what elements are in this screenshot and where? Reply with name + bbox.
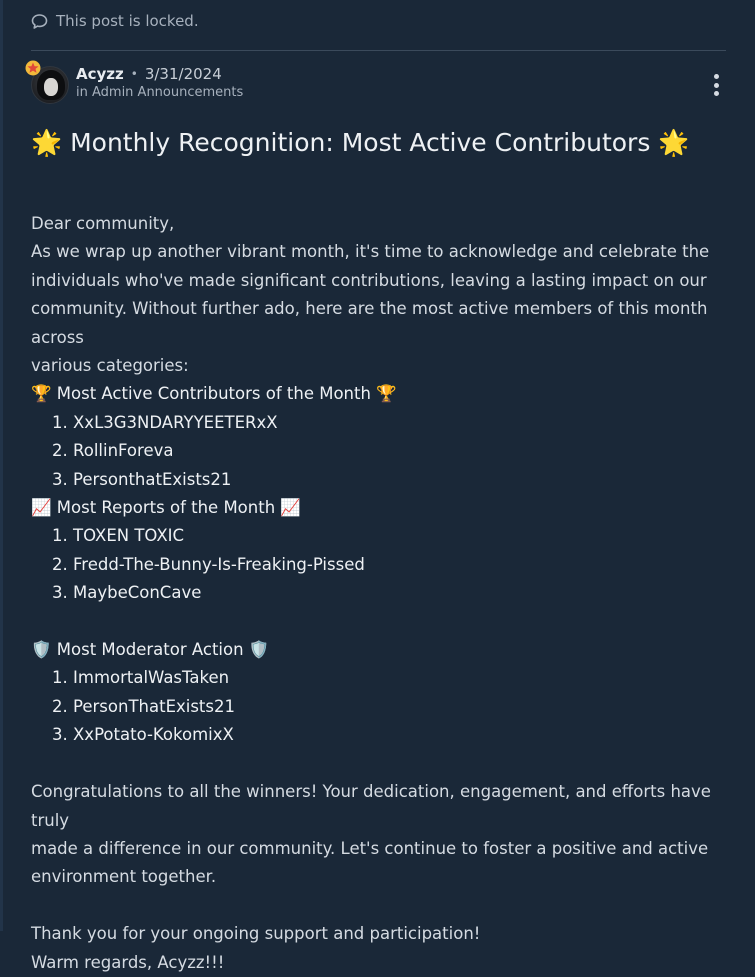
- author-line: [76, 65, 222, 83]
- list-item: 1. TOXEN TOXIC: [73, 522, 731, 550]
- divider: [31, 50, 726, 51]
- section-heading: 🛡️ Most Moderator Action 🛡️: [31, 640, 270, 660]
- list-item: 1. ImmortalWasTaken: [73, 664, 731, 692]
- post-title: 🌟 Monthly Recognition: Most Active Contributors 🌟: [31, 128, 690, 157]
- section-heading: 📈 Most Reports of the Month 📈: [31, 498, 301, 518]
- ranking-list: [31, 664, 731, 749]
- author-separator: •: [130, 67, 138, 81]
- signoff-line: Warm regards, Acyzz!!!: [31, 952, 225, 972]
- thanks-line: Thank you for your ongoing support and participation!: [31, 924, 481, 944]
- intro-line: community. Without further ado, here are the most active members of this month across: [31, 299, 708, 347]
- speech-bubble-icon: [31, 13, 48, 30]
- list-item: 2. PersonThatExists21: [73, 693, 731, 721]
- post-header: [31, 60, 726, 110]
- greeting: Dear community,: [31, 214, 175, 233]
- congrats-line: made a difference in our community. Let's continue to foster a positive and active: [31, 838, 709, 858]
- list-item: 2. RollinForeva: [73, 437, 731, 465]
- intro-line: As we wrap up another vibrant month, it's time to acknowledge and celebrate the: [31, 242, 710, 262]
- intro-line: individuals who've made significant contributions, leaving a lasting impact on our: [31, 270, 707, 290]
- congrats-line: environment together.: [31, 867, 217, 887]
- avatar[interactable]: [31, 66, 69, 104]
- post-category[interactable]: in Admin Announcements: [76, 85, 244, 100]
- section-heading: 🏆 Most Active Contributors of the Month 🏆: [31, 384, 397, 404]
- more-vertical-icon[interactable]: [712, 74, 720, 96]
- post-body: [31, 210, 731, 977]
- list-item: 2. Fredd-The-Bunny-Is-Freaking-Pissed: [73, 551, 731, 579]
- star-badge-icon: [25, 60, 41, 76]
- intro-line: various categories:: [31, 356, 189, 376]
- list-item: 1. XxL3G3NDARYYEETERxX: [73, 409, 731, 437]
- locked-notice-text: This post is locked.: [56, 12, 199, 30]
- ranking-list: [31, 409, 731, 494]
- locked-notice: [31, 12, 199, 30]
- list-item: 3. MaybeConCave: [73, 579, 731, 607]
- ranking-list: [31, 522, 731, 607]
- list-item: 3. XxPotato-KokomixX: [73, 721, 731, 749]
- congrats-line: Congratulations to all the winners! Your dedication, engagement, and efforts have truly: [31, 782, 711, 830]
- author-name[interactable]: Acyzz: [76, 65, 124, 83]
- post-date: 3/31/2024: [144, 65, 222, 83]
- list-item: 3. PersonthatExists21: [73, 466, 731, 494]
- left-edge-bar: [0, 0, 3, 931]
